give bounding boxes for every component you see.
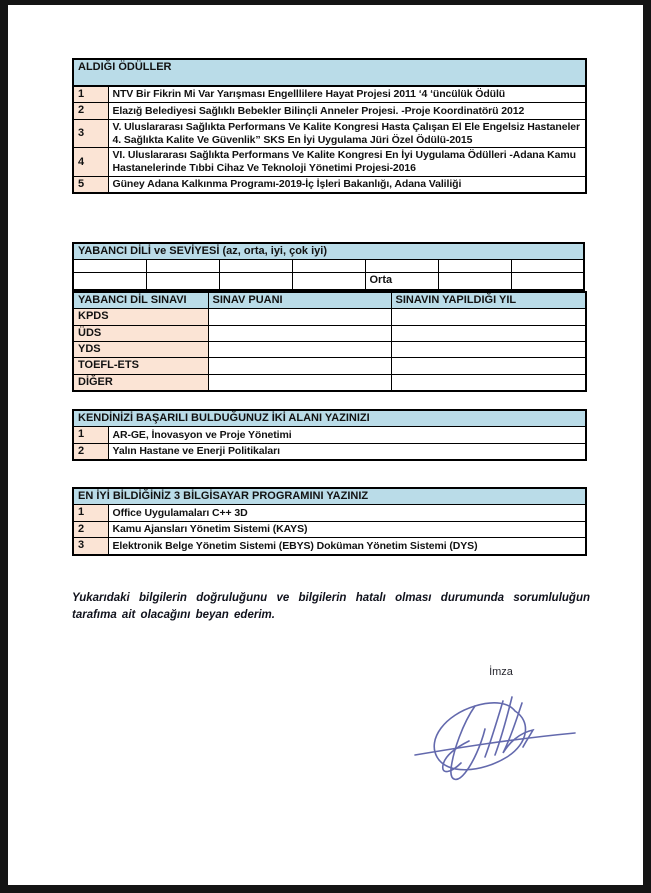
strength-text: Yalın Hastane ve Enerji Politikaları — [108, 443, 586, 460]
award-text: V. Uluslararası Sağlıkta Performans Ve Kalite Kongresi Hasta Çalışan El Ele Engelsiz Hastaneler 4. Sağlıkta Kalite Ve Güvenlik” SKS En İyi Uygulama Jüri Özel Ödülü-2015 — [108, 119, 586, 148]
language-grid-row — [73, 273, 584, 290]
award-text: Elazığ Belediyesi Sağlıklı Bebekler Bilinçli Anneler Projesi. -Proje Koordinatörü 2012 — [108, 103, 586, 119]
signature-label: İmza — [489, 666, 513, 678]
table-row — [73, 103, 586, 119]
table-row — [73, 177, 586, 194]
exam-header-row — [73, 292, 586, 309]
strengths-title: KENDİNİZİ BAŞARILI BULDUĞUNUZ İKİ ALANI YAZINIZI — [73, 410, 586, 427]
row-number: 5 — [73, 177, 108, 194]
exam-label: DİĞER — [73, 374, 208, 391]
exam-row — [73, 342, 586, 358]
language-cell — [219, 273, 292, 290]
exam-score-cell — [208, 358, 391, 374]
row-number: 2 — [73, 521, 108, 537]
programs-table — [72, 487, 587, 556]
row-number: 2 — [73, 443, 108, 460]
award-text: VI. Uluslararası Sağlıkta Performans Ve Kalite Kongresi En İyi Uygulama Ödülleri -Adana Kamu Hastanelerinde Tıbbi Cihaz Ve Teknoloji Yönetimi Projesi-2016 — [108, 148, 586, 177]
exam-row — [73, 325, 586, 341]
row-number: 1 — [73, 427, 108, 443]
language-title: YABANCI DİLİ ve SEVİYESİ (az, orta, iyi, çok iyi) — [73, 243, 584, 260]
language-cell — [365, 260, 438, 273]
exam-year-cell — [391, 309, 586, 325]
exam-row — [73, 309, 586, 325]
exam-col-header: SINAVIN YAPILDIĞI YIL — [391, 292, 586, 309]
language-cell — [73, 273, 146, 290]
language-header-row — [73, 243, 584, 260]
language-cell — [438, 273, 511, 290]
table-row — [73, 86, 586, 103]
language-cell — [511, 273, 584, 290]
exam-score-cell — [208, 342, 391, 358]
language-grid-row — [73, 260, 584, 273]
language-cell — [219, 260, 292, 273]
table-row — [73, 443, 586, 460]
declaration-text: Yukarıdaki bilgilerin doğruluğunu ve bilgilerin hatalı olması durumunda sorumluluğun tarafıma ait olacağını beyan ederim. — [72, 592, 590, 622]
exam-label: YDS — [73, 342, 208, 358]
language-cell — [146, 273, 219, 290]
table-row — [73, 148, 586, 177]
exam-label: ÜDS — [73, 325, 208, 341]
language-cell — [292, 260, 365, 273]
programs-title: EN İYİ BİLDİĞİNİZ 3 BİLGİSAYAR PROGRAMINI YAZINIZ — [73, 488, 586, 505]
program-text: Office Uygulamaları C++ 3D — [108, 505, 586, 521]
table-row — [73, 505, 586, 521]
row-number: 3 — [73, 119, 108, 148]
exam-col-header: SINAV PUANI — [208, 292, 391, 309]
table-row — [73, 538, 586, 555]
exam-row — [73, 358, 586, 374]
exam-score-cell — [208, 325, 391, 341]
row-number: 3 — [73, 538, 108, 555]
strengths-header-row — [73, 410, 586, 427]
language-cell — [511, 260, 584, 273]
language-cell — [292, 273, 365, 290]
language-section — [72, 242, 587, 392]
exam-year-cell — [391, 342, 586, 358]
language-cell — [146, 260, 219, 273]
row-number: 1 — [73, 505, 108, 521]
table-row — [73, 521, 586, 537]
exam-col-header: YABANCI DİL SINAVI — [73, 292, 208, 309]
exam-table — [72, 291, 587, 392]
exam-score-cell — [208, 309, 391, 325]
language-cell — [73, 260, 146, 273]
table-row — [73, 427, 586, 443]
strength-text: AR-GE, İnovasyon ve Proje Yönetimi — [108, 427, 586, 443]
table-row — [73, 119, 586, 148]
language-level-value: Orta — [365, 273, 438, 290]
program-text: Elektronik Belge Yönetim Sistemi (EBYS) Doküman Yönetim Sistemi (DYS) — [108, 538, 586, 555]
awards-table — [72, 58, 587, 194]
exam-label: TOEFL-ETS — [73, 358, 208, 374]
language-level-table — [72, 242, 585, 291]
programs-header-row — [73, 488, 586, 505]
exam-year-cell — [391, 374, 586, 391]
signature-scribble-icon — [411, 689, 579, 787]
exam-label: KPDS — [73, 309, 208, 325]
program-text: Kamu Ajansları Yönetim Sistemi (KAYS) — [108, 521, 586, 537]
awards-header-row — [73, 59, 586, 86]
exam-year-cell — [391, 325, 586, 341]
awards-title: ALDIĞI ÖDÜLLER — [73, 59, 586, 86]
document-sheet — [8, 5, 643, 885]
language-cell — [438, 260, 511, 273]
row-number: 2 — [73, 103, 108, 119]
strengths-table — [72, 409, 587, 461]
exam-row — [73, 374, 586, 391]
row-number: 4 — [73, 148, 108, 177]
row-number: 1 — [73, 86, 108, 103]
exam-score-cell — [208, 374, 391, 391]
exam-year-cell — [391, 358, 586, 374]
award-text: Güney Adana Kalkınma Programı-2019-İç İşleri Bakanlığı, Adana Valiliği — [108, 177, 586, 194]
award-text: NTV Bir Fikrin Mi Var Yarışması Engelllilere Hayat Projesi 2011 ‘4 ‘üncülük Ödülü — [108, 86, 586, 103]
